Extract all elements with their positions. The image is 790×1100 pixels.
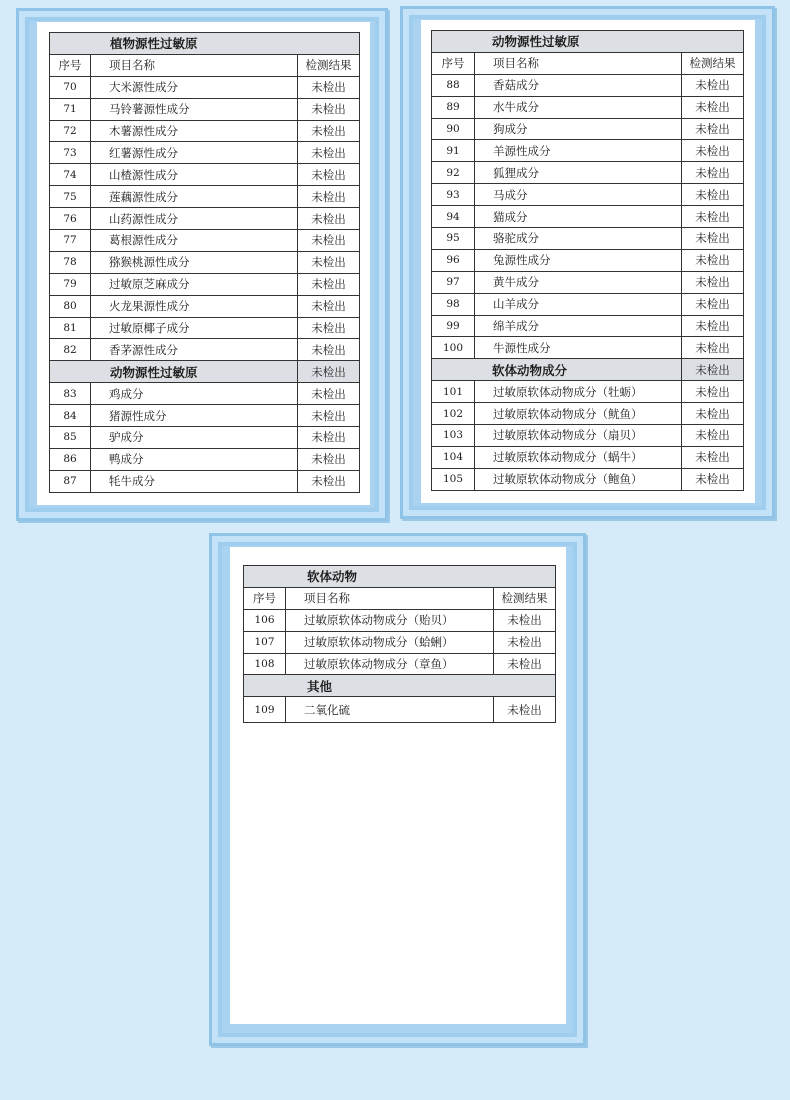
row-item-name: 山药源性成分 (91, 208, 298, 230)
row-result: 未检出 (682, 468, 744, 490)
row-result: 未检出 (682, 140, 744, 162)
row-result: 未检出 (298, 448, 360, 470)
table-row (432, 425, 744, 447)
row-number: 105 (432, 468, 475, 490)
row-result: 未检出 (298, 339, 360, 361)
table-row (432, 403, 744, 425)
col-no-header: 序号 (244, 587, 286, 609)
row-item-name: 过敏原芝麻成分 (91, 273, 298, 295)
table-row (432, 337, 744, 359)
row-number: 99 (432, 315, 475, 337)
column-header-row (50, 54, 360, 76)
row-item-name: 大米源性成分 (91, 76, 298, 98)
row-item-name: 狗成分 (475, 118, 682, 140)
row-result: 未检出 (298, 142, 360, 164)
row-result: 未检出 (298, 383, 360, 405)
row-number: 92 (432, 162, 475, 184)
row-number: 106 (244, 609, 286, 631)
row-result: 未检出 (682, 446, 744, 468)
row-result: 未检出 (682, 425, 744, 447)
table-row (50, 230, 360, 252)
row-number: 89 (432, 96, 475, 118)
row-number: 91 (432, 140, 475, 162)
row-result: 未检出 (298, 76, 360, 98)
row-result: 未检出 (682, 249, 744, 271)
row-number: 71 (50, 98, 91, 120)
section-header-animal (50, 361, 360, 383)
row-number: 82 (50, 339, 91, 361)
row-item-name: 猪源性成分 (91, 405, 298, 427)
section-header-mollusc (244, 566, 556, 588)
row-number: 85 (50, 427, 91, 449)
row-result: 未检出 (298, 295, 360, 317)
row-result: 未检出 (682, 315, 744, 337)
section-title: 其他 (244, 675, 556, 697)
row-result: 未检出 (298, 164, 360, 186)
row-item-name: 马铃薯源性成分 (91, 98, 298, 120)
row-number: 88 (432, 74, 475, 96)
table-row (432, 228, 744, 250)
section-header-plant (50, 33, 360, 55)
row-item-name: 马成分 (475, 184, 682, 206)
table-plant-allergens (49, 32, 360, 493)
column-header-row (432, 52, 744, 74)
row-result: 未检出 (298, 230, 360, 252)
row-result: 未检出 (298, 317, 360, 339)
col-result-header: 检测结果 (298, 54, 360, 76)
row-item-name: 过敏原软体动物成分（牡蛎） (475, 381, 682, 403)
row-number: 94 (432, 206, 475, 228)
table-row (50, 405, 360, 427)
row-item-name: 牛源性成分 (475, 337, 682, 359)
row-number: 84 (50, 405, 91, 427)
col-result-header: 检测结果 (682, 52, 744, 74)
row-result: 未检出 (494, 653, 556, 675)
table-row (432, 249, 744, 271)
row-item-name: 过敏原软体动物成分（蜗牛） (475, 446, 682, 468)
row-result: 未检出 (298, 98, 360, 120)
table-row (50, 317, 360, 339)
table-row (244, 631, 556, 653)
row-number: 95 (432, 228, 475, 250)
table-row (432, 315, 744, 337)
row-number: 101 (432, 381, 475, 403)
table-row (244, 653, 556, 675)
col-name-header: 项目名称 (475, 52, 682, 74)
table-row (50, 273, 360, 295)
row-number: 86 (50, 448, 91, 470)
row-item-name: 驴成分 (91, 427, 298, 449)
row-item-name: 牦牛成分 (91, 470, 298, 492)
table-row (432, 184, 744, 206)
row-result: 未检出 (682, 74, 744, 96)
table-row (50, 98, 360, 120)
row-result: 未检出 (682, 293, 744, 315)
row-item-name: 骆驼成分 (475, 228, 682, 250)
row-item-name: 红薯源性成分 (91, 142, 298, 164)
table-row (244, 697, 556, 723)
row-item-name: 过敏原软体动物成分（鲍鱼） (475, 468, 682, 490)
row-result: 未检出 (494, 631, 556, 653)
table-row (50, 383, 360, 405)
row-result: 未检出 (682, 271, 744, 293)
table-row (50, 427, 360, 449)
col-name-header: 项目名称 (91, 54, 298, 76)
row-result: 未检出 (298, 405, 360, 427)
row-result: 未检出 (682, 184, 744, 206)
row-item-name: 葛根源性成分 (91, 230, 298, 252)
row-number: 73 (50, 142, 91, 164)
row-item-name: 水牛成分 (475, 96, 682, 118)
row-item-name: 香茅源性成分 (91, 339, 298, 361)
row-item-name: 猫成分 (475, 206, 682, 228)
col-no-header: 序号 (50, 54, 91, 76)
table-row (432, 206, 744, 228)
row-result: 未检出 (298, 120, 360, 142)
table-animal-allergens (431, 30, 744, 491)
row-item-name: 猕猴桃源性成分 (91, 251, 298, 273)
table-row (50, 142, 360, 164)
table-row (50, 186, 360, 208)
row-result: 未检出 (682, 337, 744, 359)
table-row (432, 96, 744, 118)
table-row (432, 446, 744, 468)
table-row (432, 74, 744, 96)
row-item-name: 过敏原软体动物成分（扇贝） (475, 425, 682, 447)
row-item-name: 过敏原软体动物成分（章鱼） (286, 653, 494, 675)
section-header-other (244, 675, 556, 697)
row-result: 未检出 (298, 208, 360, 230)
row-item-name: 鸭成分 (91, 448, 298, 470)
table-row (432, 293, 744, 315)
row-number: 76 (50, 208, 91, 230)
row-result: 未检出 (298, 251, 360, 273)
section-title: 植物源性过敏原 (50, 33, 360, 55)
section-title: 动物源性过敏原 (50, 361, 298, 383)
table-row (50, 448, 360, 470)
row-result: 未检出 (682, 206, 744, 228)
table-row (432, 162, 744, 184)
row-result: 未检出 (494, 697, 556, 723)
row-item-name: 兔源性成分 (475, 249, 682, 271)
row-number: 70 (50, 76, 91, 98)
section-title: 软体动物成分 (432, 359, 682, 381)
table-row (432, 468, 744, 490)
table-row (432, 271, 744, 293)
row-item-name: 羊源性成分 (475, 140, 682, 162)
table-row (50, 295, 360, 317)
table-row (50, 251, 360, 273)
section-title: 软体动物 (244, 566, 556, 588)
row-number: 75 (50, 186, 91, 208)
table-row (50, 76, 360, 98)
row-number: 103 (432, 425, 475, 447)
row-number: 74 (50, 164, 91, 186)
row-result: 未检出 (682, 96, 744, 118)
section-result: 未检出 (682, 359, 744, 381)
row-result: 未检出 (298, 470, 360, 492)
row-number: 96 (432, 249, 475, 271)
table-mollusc-other (243, 565, 556, 723)
row-result: 未检出 (682, 403, 744, 425)
row-number: 93 (432, 184, 475, 206)
row-item-name: 狐狸成分 (475, 162, 682, 184)
row-item-name: 鸡成分 (91, 383, 298, 405)
row-result: 未检出 (298, 427, 360, 449)
row-number: 83 (50, 383, 91, 405)
row-number: 72 (50, 120, 91, 142)
row-item-name: 黄牛成分 (475, 271, 682, 293)
table-row (432, 118, 744, 140)
row-number: 78 (50, 251, 91, 273)
column-header-row (244, 587, 556, 609)
row-item-name: 莲藕源性成分 (91, 186, 298, 208)
row-number: 109 (244, 697, 286, 723)
section-result: 未检出 (298, 361, 360, 383)
row-number: 80 (50, 295, 91, 317)
row-number: 100 (432, 337, 475, 359)
row-item-name: 火龙果源性成分 (91, 295, 298, 317)
row-number: 90 (432, 118, 475, 140)
table-row (50, 470, 360, 492)
row-result: 未检出 (682, 162, 744, 184)
row-item-name: 山楂源性成分 (91, 164, 298, 186)
table-row (432, 140, 744, 162)
table-row (50, 339, 360, 361)
row-item-name: 过敏原软体动物成分（贻贝） (286, 609, 494, 631)
row-item-name: 木薯源性成分 (91, 120, 298, 142)
row-number: 79 (50, 273, 91, 295)
row-result: 未检出 (494, 609, 556, 631)
row-number: 102 (432, 403, 475, 425)
row-number: 87 (50, 470, 91, 492)
section-header-mollusc (432, 359, 744, 381)
table-row (50, 164, 360, 186)
row-item-name: 山羊成分 (475, 293, 682, 315)
row-item-name: 过敏原软体动物成分（鱿鱼） (475, 403, 682, 425)
row-item-name: 过敏原椰子成分 (91, 317, 298, 339)
col-name-header: 项目名称 (286, 587, 494, 609)
table-row (50, 208, 360, 230)
row-number: 108 (244, 653, 286, 675)
row-number: 97 (432, 271, 475, 293)
row-number: 107 (244, 631, 286, 653)
table-row (244, 609, 556, 631)
row-number: 81 (50, 317, 91, 339)
row-result: 未检出 (682, 228, 744, 250)
table-row (432, 381, 744, 403)
row-number: 77 (50, 230, 91, 252)
table-row (50, 120, 360, 142)
row-number: 104 (432, 446, 475, 468)
col-result-header: 检测结果 (494, 587, 556, 609)
section-title: 动物源性过敏原 (432, 31, 744, 53)
row-result: 未检出 (682, 381, 744, 403)
row-result: 未检出 (298, 186, 360, 208)
row-item-name: 绵羊成分 (475, 315, 682, 337)
section-header-animal (432, 31, 744, 53)
row-item-name: 过敏原软体动物成分（蛤蜊） (286, 631, 494, 653)
row-result: 未检出 (298, 273, 360, 295)
row-item-name: 二氧化硫 (286, 697, 494, 723)
row-item-name: 香菇成分 (475, 74, 682, 96)
col-no-header: 序号 (432, 52, 475, 74)
row-number: 98 (432, 293, 475, 315)
row-result: 未检出 (682, 118, 744, 140)
